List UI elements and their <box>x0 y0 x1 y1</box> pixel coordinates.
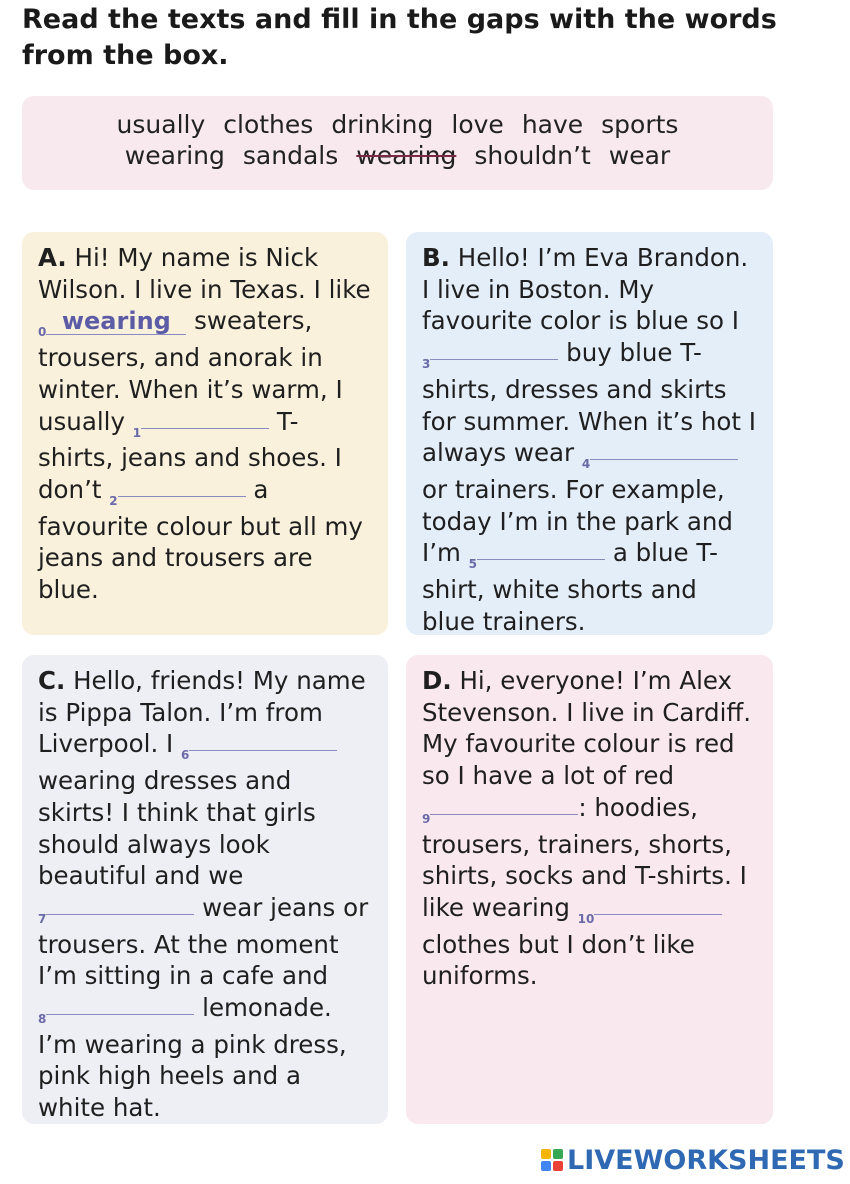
logo-text: LIVEWORKSHEETS <box>567 1144 845 1176</box>
gap-number: 9 <box>422 811 431 826</box>
card-c-text <box>38 665 372 1124</box>
logo-square <box>553 1149 563 1159</box>
gap-number: 5 <box>468 557 478 572</box>
gap-6-input[interactable] <box>189 730 337 751</box>
card-text: a favourite colour but all my jeans and trousers are blue. <box>38 474 363 605</box>
gap-2-input[interactable] <box>118 476 246 497</box>
card-text: lemonade. I’m wearing a pink dress, pink high heels and a white hat. <box>38 993 347 1123</box>
word-box <box>22 96 773 190</box>
card-text: Hi, everyone! I’m Alex Stevenson. I live in Cardiff. My favourite colour is red so I have a lot of red <box>422 666 752 791</box>
gap-number: 2 <box>109 493 118 508</box>
gap-number: 8 <box>38 1012 47 1027</box>
card-text: wearing dresses and skirts! I think that girls should always look beautiful and we <box>38 766 316 891</box>
word-box-word: wearing <box>124 141 225 170</box>
gap-9-input[interactable] <box>430 794 578 815</box>
card-text: wear jeans or trousers. At the moment I’m sitting in a cafe and <box>38 892 369 991</box>
word-box-word: drinking <box>331 110 434 139</box>
word-box-word: sandals <box>242 141 339 170</box>
card-d-text <box>422 665 757 992</box>
text-card-d <box>406 655 773 1124</box>
gap-10-input[interactable] <box>594 894 722 915</box>
card-text: buy blue T-shirts, dresses and skirts for summer. When it’s hot I always wear <box>422 338 757 468</box>
gap-3-input[interactable] <box>430 339 558 360</box>
word-box-used-word: wearing <box>356 141 457 170</box>
liveworksheets-logo-icon <box>541 1149 563 1171</box>
word-box-row-1 <box>22 109 773 140</box>
instruction-heading: Read the texts and fill in the gaps with the words from the box. <box>22 4 777 71</box>
gap-number: 4 <box>581 457 591 472</box>
gap-7-input[interactable] <box>46 894 194 915</box>
card-text: : hoodies, trousers, trainers, shorts, shirts, socks and T-shirts. I like wearing <box>422 792 747 922</box>
liveworksheets-logo[interactable] <box>541 1144 845 1176</box>
gap-1-input[interactable] <box>141 408 269 429</box>
gap-5-input[interactable] <box>477 539 605 560</box>
text-card-b <box>406 232 773 635</box>
logo-square <box>541 1161 551 1171</box>
gap-number: 0 <box>38 325 47 340</box>
word-box-row-2 <box>22 140 773 171</box>
gap-number: 10 <box>577 911 595 926</box>
card-d-letter: D. <box>422 666 452 695</box>
card-text: Hi! My name is Nick Wilson. I live in Texas. I like <box>38 243 371 304</box>
word-box-word: sports <box>601 110 679 139</box>
card-text: clothes but I don’t like uniforms. <box>422 929 695 991</box>
logo-square <box>541 1149 551 1159</box>
word-box-word: shouldn’t <box>474 141 591 170</box>
word-box-word: usually <box>116 110 206 139</box>
gap-4-input[interactable] <box>590 439 738 460</box>
card-b-text <box>422 242 757 637</box>
word-box-word: love <box>451 110 504 139</box>
word-box-word: have <box>521 110 584 139</box>
card-a-letter: A. <box>38 243 67 272</box>
gap-number: 3 <box>422 357 431 372</box>
word-box-word: clothes <box>223 110 314 139</box>
card-a-text <box>38 242 372 606</box>
card-text: T-shirts, jeans and shoes. I don’t <box>38 406 342 504</box>
card-text: sweaters, trousers, and anorak in winter. When it’s warm, I usually <box>38 306 343 436</box>
text-card-c <box>22 655 388 1124</box>
logo-square <box>553 1161 563 1171</box>
card-text: Hello! I’m Eva Brandon. I live in Boston. My favourite color is blue so I <box>422 243 749 336</box>
card-text: a blue T-shirt, white shorts and blue trainers. <box>422 538 718 636</box>
gap-8-input[interactable] <box>46 994 194 1015</box>
example-answer: wearing <box>46 308 186 335</box>
gap-number: 7 <box>38 911 47 926</box>
card-text: Hello, friends! My name is Pippa Talon. I’m from Liverpool. I <box>38 666 366 759</box>
word-box-word: wear <box>608 141 671 170</box>
text-card-a <box>22 232 388 635</box>
card-b-letter: B. <box>422 243 450 272</box>
card-text: or trainers. For example, today I’m in the park and I’m <box>422 474 733 568</box>
gap-number: 1 <box>132 425 142 440</box>
gap-number: 6 <box>181 748 190 763</box>
card-c-letter: C. <box>38 666 66 695</box>
